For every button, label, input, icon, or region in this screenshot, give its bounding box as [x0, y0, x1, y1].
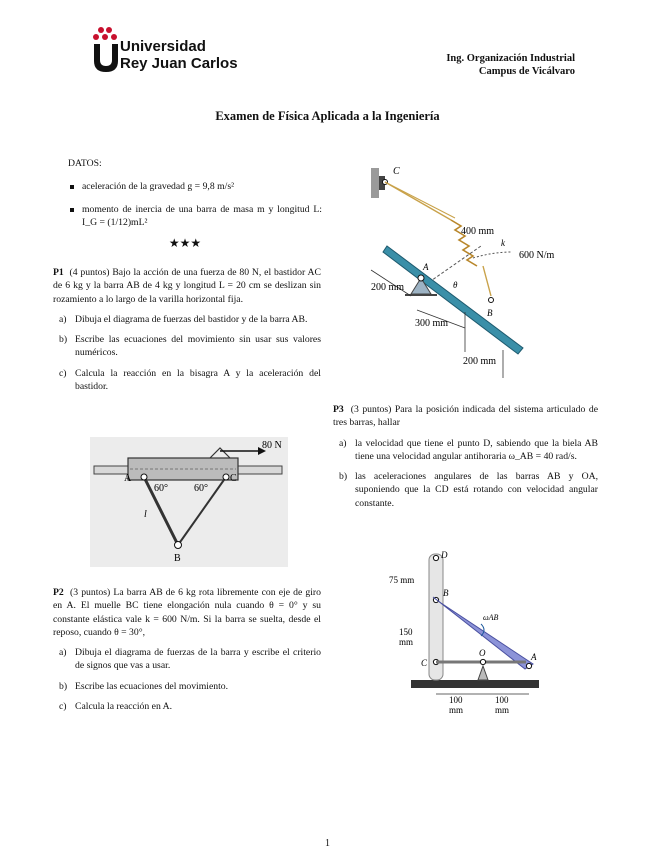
- p3-dim-100a: 100: [449, 695, 463, 705]
- p1-items: [53, 313, 321, 393]
- p1-point-a: A: [124, 473, 132, 484]
- p2-k-label: k: [501, 238, 505, 248]
- p3-point-b: B: [443, 588, 449, 598]
- campus: Campus de Vicálvaro: [478, 66, 575, 77]
- p1-point-c: C: [230, 473, 237, 484]
- p3-diagram: [385, 548, 543, 718]
- p1-diagram: [90, 437, 288, 567]
- p3-items: [333, 437, 598, 510]
- datos-heading: DATOS:: [68, 158, 102, 169]
- p2-theta: θ: [453, 280, 458, 290]
- p2-point-a: A: [423, 262, 429, 272]
- p1-figure: [90, 437, 288, 567]
- list-item: b) Escribe las ecuaciones del movimiento.: [59, 680, 229, 692]
- list-item: b) Escribe las ecuaciones del movimiento sin usar sus valores numéricos.: [59, 334, 321, 359]
- p2-statement: P2 (3 puntos) La barra AB de 6 kg rota libremente con eje de giro en A. El muelle BC tiene elongación nula cuando θ = 0° y su constante elástica vale k = 600 N/m. Si la barra se suelta, desde el reposo, cuando θ = 30°,: [53, 587, 321, 638]
- p3-dim-150: 150: [399, 627, 413, 637]
- list-item: b) las aceleraciones angulares de las barras AB y OA, suponiendo que la CD está rotando con velocidad angular constante.: [339, 471, 598, 509]
- p2-k-value: 600 N/m: [519, 250, 555, 261]
- university-logo: [92, 26, 242, 76]
- list-item: c) Calcula la reacción en la bisagra A y la aceleración del bastidor.: [59, 367, 321, 393]
- p3-point-d: D: [441, 550, 448, 560]
- problem-3: [333, 403, 598, 517]
- list-item: c) Calcula la reacción en A.: [59, 701, 173, 713]
- list-item: a) la velocidad que tiene el punto D, sabiendo que la biela AB tiene una velocidad angular antihoraria ω_AB = 40 rad/s.: [339, 437, 598, 462]
- logo-mark-icon: [92, 26, 122, 76]
- p1-angle-2: 60°: [194, 483, 208, 494]
- p3-point-a: A: [531, 652, 537, 662]
- p2-label: P2: [53, 587, 64, 598]
- p3-label: P3: [333, 404, 344, 415]
- problem-2: [53, 586, 321, 720]
- p1-force-label: 80 N: [262, 440, 282, 451]
- p3-dim-100a-unit: mm: [449, 705, 464, 715]
- p3-figure: [385, 548, 543, 718]
- p1-angle-1: 60°: [154, 483, 168, 494]
- separator-stars: ★★★: [168, 236, 202, 250]
- p3-dim-75: 75 mm: [389, 575, 415, 585]
- university-name-line2: Rey Juan Carlos: [120, 55, 238, 72]
- p1-statement: P1 (4 puntos) Bajo la acción de una fuerza de 80 N, el bastidor AC de 6 kg y la barra AB de 4 kg y longitud L = 20 cm se deslizan sin rozamiento a lo largo de la varilla horizontal fija.: [53, 267, 321, 305]
- p2-length-200b: 200 mm: [463, 356, 497, 367]
- p2-diagram: [355, 160, 580, 385]
- p3-point-o: O: [479, 648, 486, 658]
- header-info: [380, 52, 575, 78]
- p1-length-l: l: [144, 509, 147, 520]
- p2-length-200a: 200 mm: [371, 282, 405, 293]
- p3-point-c: C: [421, 658, 428, 668]
- datos-section: [68, 157, 322, 238]
- p2-length-300: 300 mm: [415, 318, 449, 329]
- list-item: a) Dibuja el diagrama de fuerzas de la barra y escribe el criterio de signos que vas a usar.: [59, 647, 321, 672]
- p3-omega: ωAB: [483, 613, 499, 622]
- exam-title: Examen de Física Aplicada a la Ingeniería: [215, 109, 440, 123]
- p2-figure: [355, 160, 580, 385]
- p2-point-b: B: [487, 308, 493, 318]
- list-item: a) Dibuja el diagrama de fuerzas del bastidor y de la barra AB.: [59, 313, 308, 325]
- p1-point-b: B: [174, 553, 181, 564]
- p2-point-c: C: [393, 166, 400, 177]
- page-number: 1: [325, 838, 330, 849]
- p3-dim-150-unit: mm: [399, 637, 414, 647]
- datos-item: aceleración de la gravedad g = 9,8 m/s²: [68, 180, 322, 193]
- datos-item: momento de inercia de una barra de masa m y longitud L: I_G = (1/12)mL²: [68, 203, 322, 230]
- problem-1: [53, 266, 321, 400]
- p2-items: [53, 646, 321, 713]
- p3-dim-100b: 100: [495, 695, 509, 705]
- department: Ing. Organización Industrial: [446, 53, 575, 64]
- university-name-line1: Universidad: [120, 38, 206, 55]
- p3-statement: P3 (3 puntos) Para la posición indicada del sistema articulado de tres barras, hallar: [333, 404, 598, 429]
- p2-length-400: 400 mm: [461, 226, 495, 237]
- p1-label: P1: [53, 267, 64, 278]
- p3-dim-100b-unit: mm: [495, 705, 510, 715]
